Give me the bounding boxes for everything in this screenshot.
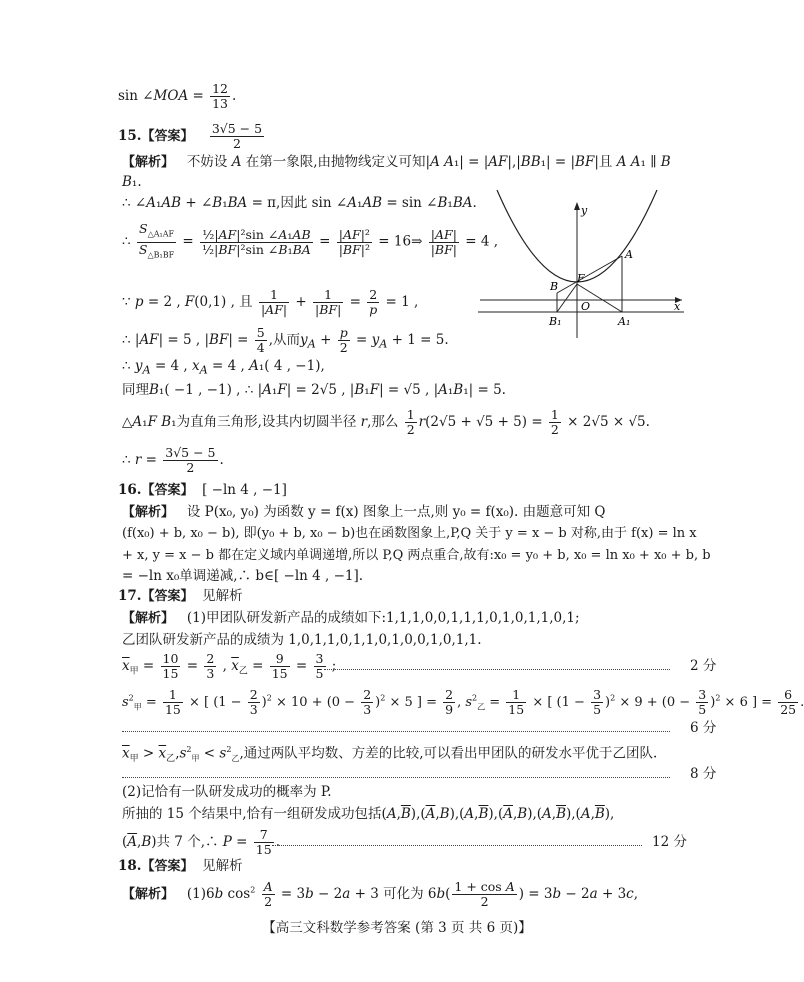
q16-answer-tag: 【答案】 [141,483,194,498]
q16-analysis-tag: 【解析】 [122,505,175,520]
q17-analysis-tag: 【解析】 [122,611,175,626]
q15-analysis-l4: ∴ $\frac{S_{\triangle A_1AF}}{S_{\triangle B_1BF}}$ = $\frac{\text{½|AF|²sin ∠A₁AB}}{\text{½|BF|²sin ∠B₁BA}}$ = $\frac{\text{|AF|²}}{\text{|BF|²}}$ = 16⇒ $\frac{|AF|}{|BF|}$ = 4 , [122,221,499,259]
q15-answer-line [118,122,266,151]
q17-analysis-l3: $\overline{x}_甲$ = $\frac{10}{15}$ = $\frac{2}{3}$ , $\overline{x}_乙$ = $\frac{9}{15}$ = $\frac{3}{5}$ ; [122,651,337,681]
q18-answer-line [118,856,243,877]
q17-analysis-l8: $(\overline{A},B)$共 7 个,∴ P = $\frac{7}{15}$ . [122,827,280,857]
q17-leader-dots-2 [122,731,670,732]
q17-analysis-l4: $s^2_甲$ = $\frac{1}{15}$ × [ (1 − $\frac{2}{3}$ )$^2$ × 10 + (0 − $\frac{2}{3}$ )$^2$ × 5 ] = $\frac{2}{9}$ , $s^2_乙$ = $\frac{1}{15}$ × [ (1 − $\frac{3}{5}$ )$^2$ × 9 + (0 − $\frac{3}{5}$ )$^2$ × 6 ] = $\frac{6}{25}$ . [122,687,804,717]
q17-leader-dots-4 [272,845,642,846]
q16-analysis-l2: (f(x₀) + b, x₀ − b), 即(y₀ + b, x₀ − b)也在函数图象上,P,Q 关于 y = x − b 对称,由于 f(x) = ln x [122,526,697,541]
q17-leader-dots-3 [122,777,670,778]
q17-score-6: 6 分 [690,720,717,736]
q15-analysis-l2: B₁. [122,174,142,190]
fig-label-x: x [674,300,681,313]
fig-label-f: F [577,272,585,285]
q18-answer-value: 见解析 [202,858,243,874]
q16-text-1: 设 P(x₀, y₀) 为函数 y = f(x) 图象上一点,则 y₀ = f(x₀). 由题意可知 Q [186,504,606,520]
q18-analysis-tag: 【解析】 [122,887,175,902]
q15-analysis-tag: 【解析】 [122,155,175,170]
q15-analysis-l7: ∴ $y_A = 4$ , $x_A = 4$ , A₁( 4 , −1), [122,358,325,377]
q16-answer-line [118,480,287,501]
q17-answer-tag: 【答案】 [141,589,194,604]
q15-analysis-l6: ∴ |AF| = 5 , |BF| = $\frac{5}{4}$ ,从而$y_A$ + $\frac{p}{2}$ = $y_A + 1 = 5$. [122,325,449,355]
fig-label-a1: A₁ [618,315,631,328]
fig-label-b: B [550,280,559,293]
q15-analysis-l1: 【解析】 不妨设 A 在第一象限,由抛物线定义可知|A A₁| = |AF|,|BB₁| = |BF|且 A A₁ ∥ B [122,154,671,170]
q16-analysis-l4: = −ln x₀单调递减,∴ b∈[ −ln 4 , −1]. [122,568,364,584]
q17-answer-value: 见解析 [202,588,243,604]
q16-number: 16. [118,482,142,498]
q17-analysis-l6: (2)记恰有一队研发成功的概率为 P. [122,784,332,800]
q15-analysis-l9: △A₁F B₁为直角三角形,设其内切圆半径 r,那么 $\frac{1}{2}$ r(2√5 + √5 + 5) = $\frac{1}{2}$ × 2√5 × √5. [122,407,650,437]
fig-label-a: A [625,248,633,261]
q17-number: 17. [118,588,142,604]
q15-analysis-l10: ∴ r = $\frac{3√5 - 5}{2}$ . [122,445,224,475]
fig-label-y: y [581,204,588,217]
q16-analysis-l3: + x, y = x − b 都在定义域内单调递增,所以 P,Q 两点重合,故有:x₀ = y₀ + b, x₀ = ln x₀ + x₀ + b, b [122,548,711,563]
q17-analysis-l7: 所抽的 15 个结果中,恰有一组研发成功包括$(A,\overline{B}),(\overline{A},B),(A,\overline{B}),(\overline{A},B),(A,\overline{B}),(A,\overline{B})$, [122,806,615,822]
q17-answer-line [118,586,243,607]
fig-label-o: O [581,300,591,313]
page-footer: 【高三文科数学参考答案 (第 3 页 共 6 页)】 [262,920,532,936]
fig-label-b1: B₁ [549,315,562,328]
q17-analysis-l5: $\overline{x}_甲 > \overline{x}_乙,s^2_甲 < s^2_乙$,通过两队平均数、方差的比较,可以看出甲团队的研发水平优于乙团队. [122,745,658,765]
prev-answer-line: sin ∠MOA = $\frac{12}{13}$ . [118,81,237,111]
q15-answer-value: $\frac{3√5 - 5}{2}$ [211,121,263,151]
q15-answer-tag: 【答案】 [141,129,194,144]
q18-analysis-l1: 【解析】 (1)6b $\cos^2$ $\frac{A}{2}$ = 3b − 2a + 3 可化为 6b( $\frac{\text{1 + cos A}}{2}$ ) = 3b − 2a + 3c, [122,879,639,909]
parabola-figure [470,188,692,348]
q17-score-2: 2 分 [690,658,717,674]
q17-leader-dots-1 [324,669,670,670]
q18-answer-tag: 【答案】 [141,859,194,874]
q15-number: 15. [118,128,142,144]
q15-analysis-l3: ∴ ∠A₁AB + ∠B₁BA = π,因此 sin ∠A₁AB = sin ∠B₁BA. [122,195,477,211]
q16-answer-value: [ −ln 4 , −1] [202,482,287,498]
q17-score-8: 8 分 [690,766,717,782]
q17-text-1: (1)甲团队研发新产品的成绩如下:1,1,1,0,0,1,1,1,0,1,0,1,1,0,1; [186,610,580,626]
q17-analysis-l2: 乙团队研发新产品的成绩为 1,0,1,1,0,1,1,0,1,0,0,1,0,1,1. [122,632,482,648]
q17-analysis-l1 [122,608,580,629]
q16-analysis-l1 [122,502,606,523]
q17-score-12: 12 分 [652,834,687,850]
q15-analysis-l5: ∵ p = 2 , F(0,1) , 且 $\frac{1}{|AF|}$ + $\frac{1}{|BF|}$ = $\frac{2}{p}$ = 1 , [122,287,419,317]
q15-analysis-l8: 同理B₁( −1 , −1) , ∴ |A₁F| = 2√5 , |B₁F| = √5 , |A₁B₁| = 5. [122,382,506,398]
q18-number: 18. [118,858,142,874]
